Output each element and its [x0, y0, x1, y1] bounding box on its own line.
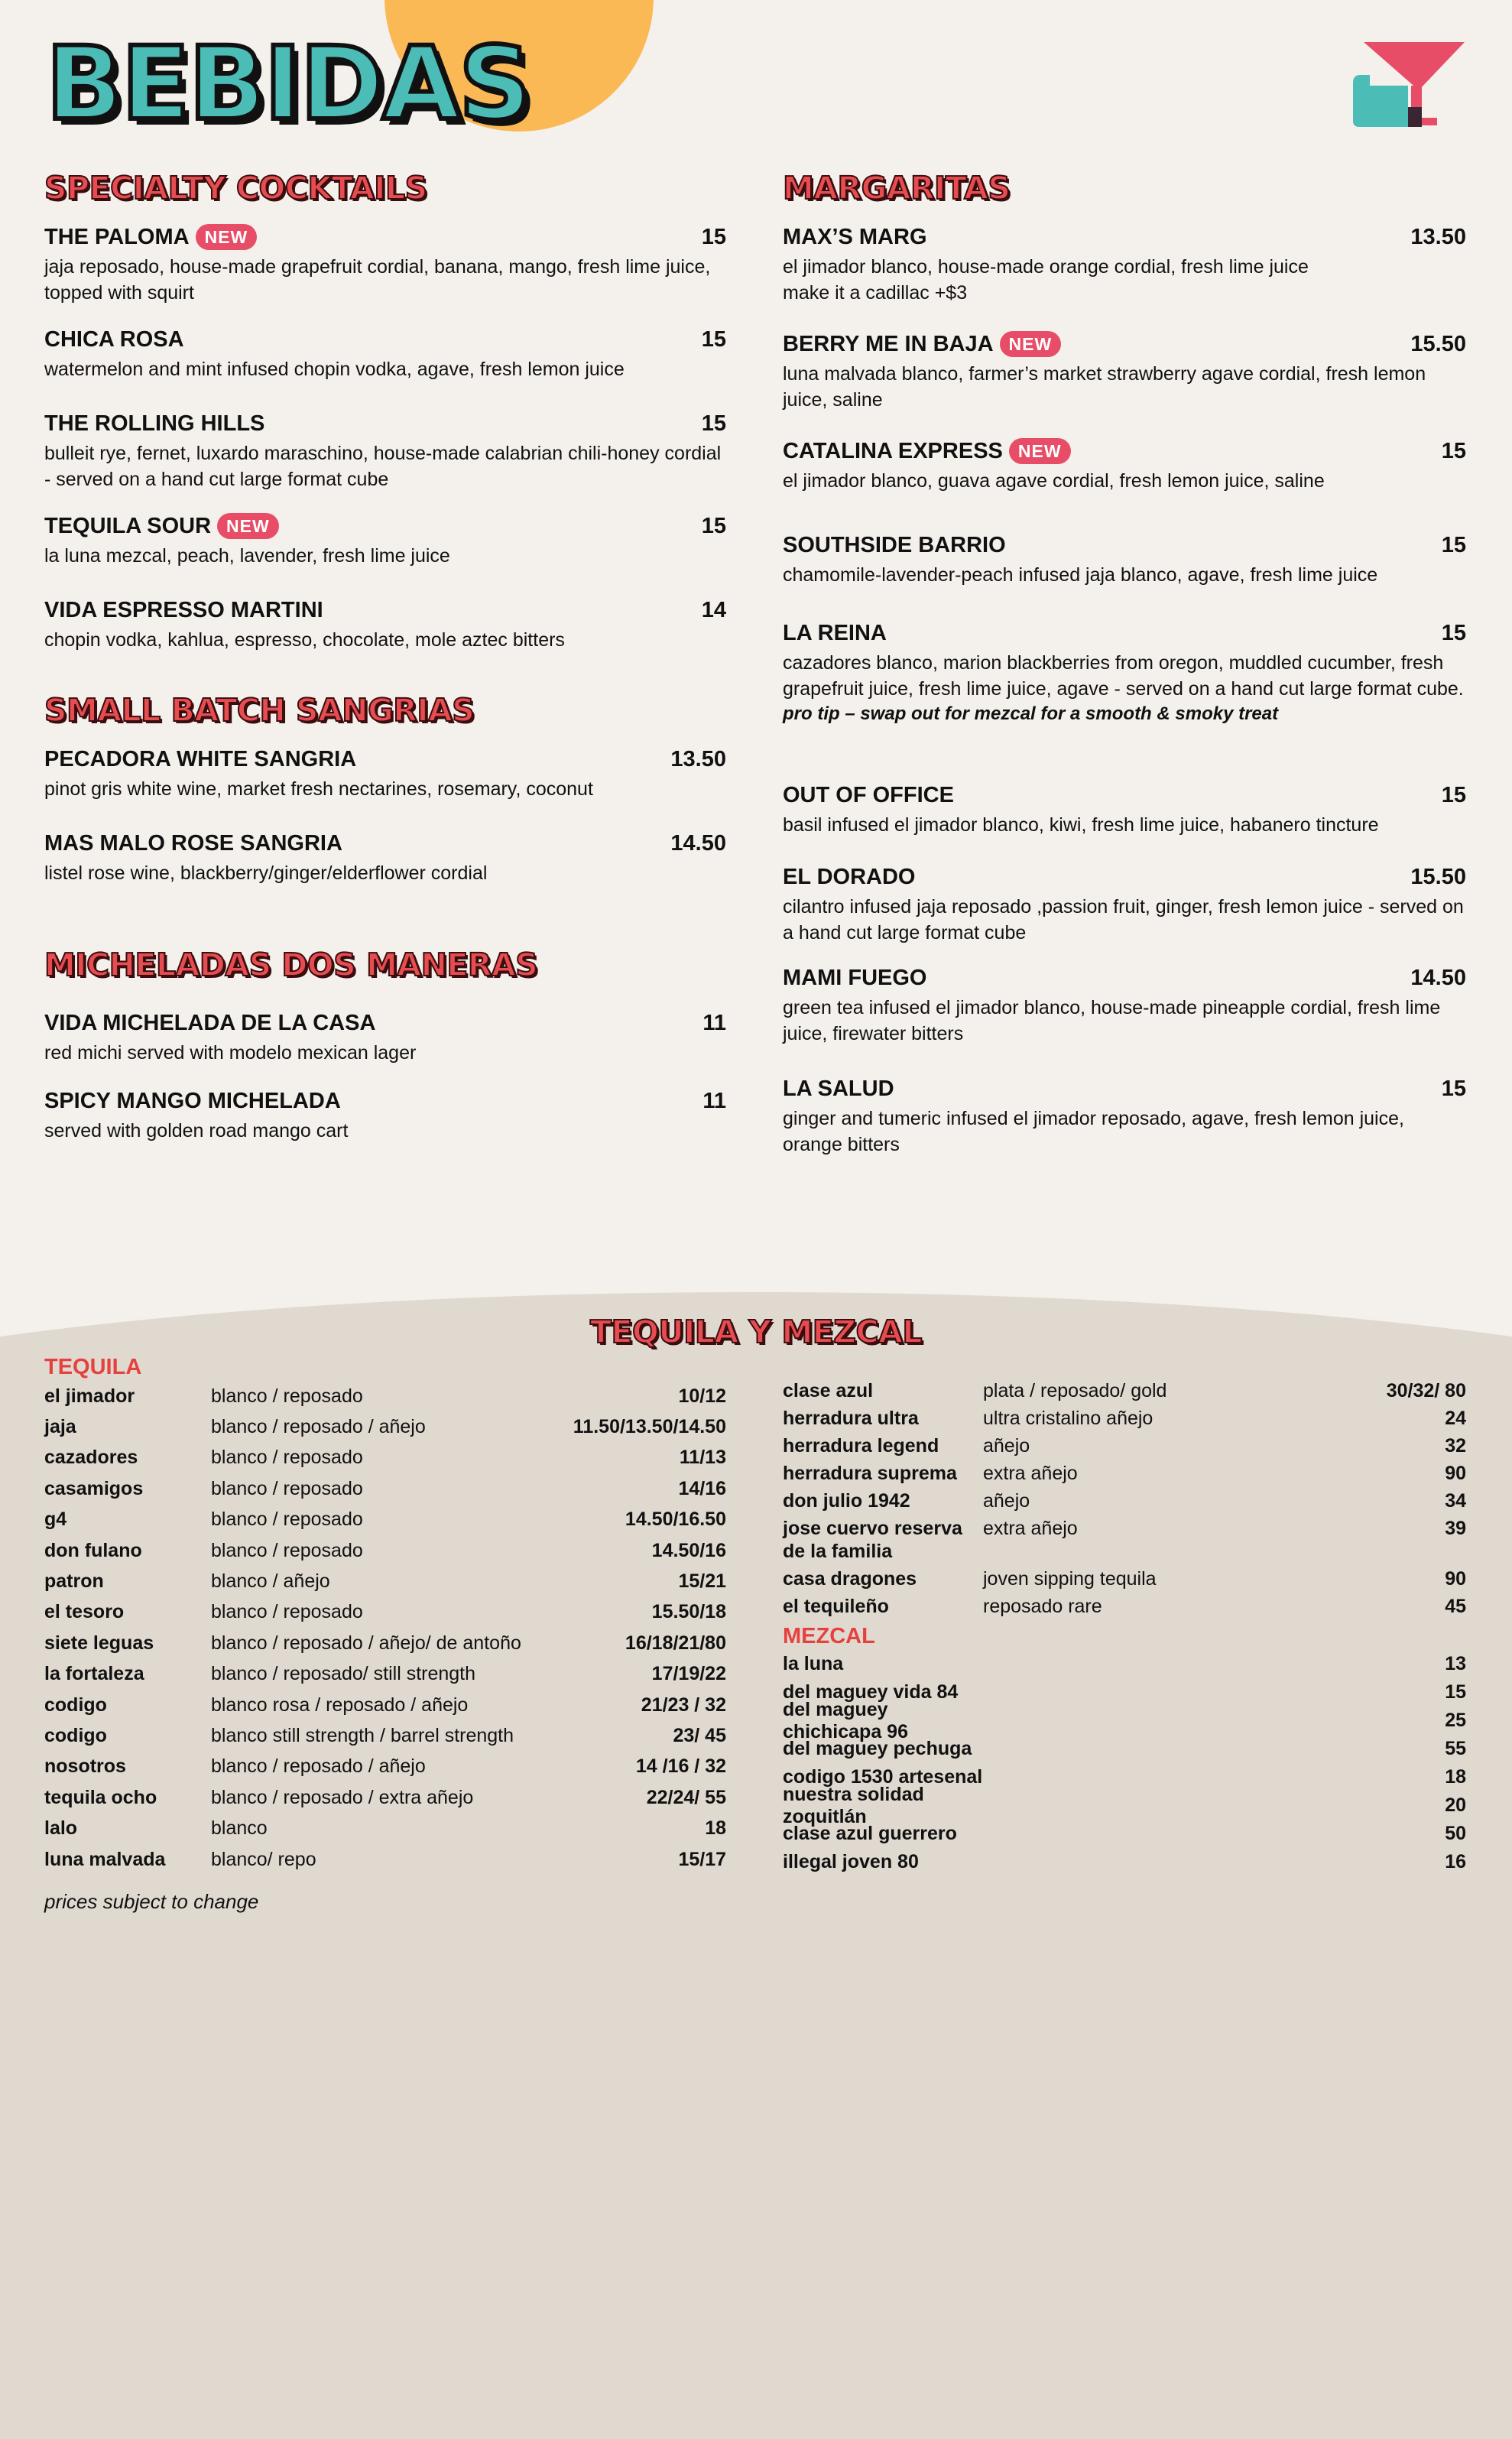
spirit-name: del maguey chichicapa 96 [783, 1698, 908, 1742]
item-description: cilantro infused jaja reposado ,passion fruit, ginger, fresh lemon juice - served on a hand cut large format cube [783, 896, 1464, 943]
spirit-price: 14.50/16.50 [625, 1509, 726, 1531]
item-price: 15 [701, 326, 726, 352]
spirit-price: 14/16 [678, 1477, 726, 1499]
spirit-row [783, 1783, 1466, 1827]
pro-tip-note: pro tip – swap out for mezcal for a smooth & smoky treat [783, 703, 1279, 724]
spirit-row [44, 1813, 726, 1843]
spirit-price: 55 [1445, 1738, 1466, 1759]
item-price: 15 [1441, 532, 1466, 557]
item-description: cazadores blanco, marion blackberries from oregon, muddled cucumber, fresh grapefruit juice, fresh lime juice, agave - served on a hand cut large format cube. [783, 652, 1464, 700]
menu-item [44, 407, 726, 509]
item-name: BERRY ME IN BAJA [783, 331, 994, 356]
menu-item [783, 220, 1466, 327]
spirit-row [783, 1434, 1466, 1462]
item-name: EL DORADO [783, 864, 916, 889]
item-price: 14.50 [670, 830, 726, 856]
menu-item [44, 827, 726, 888]
margaritas-section [783, 168, 1466, 1155]
menu-item [44, 220, 726, 323]
spirit-name: luna malvada [44, 1848, 166, 1870]
tequila-right-list [783, 1379, 1466, 1876]
item-price: 14 [701, 597, 726, 622]
item-price: 15 [1441, 438, 1466, 463]
spirit-row [44, 1535, 726, 1566]
spirit-price: 16 [1445, 1851, 1466, 1872]
spirit-row [783, 1595, 1466, 1622]
spirit-type: ultra cristalino añejo [983, 1408, 1153, 1429]
item-price: 15.50 [1410, 331, 1466, 356]
spirit-price: 90 [1445, 1463, 1466, 1484]
item-name: MAMI FUEGO [783, 965, 927, 990]
spirit-name: el jimador [44, 1385, 135, 1407]
spirit-price: 11/13 [679, 1447, 726, 1469]
item-description: chamomile-lavender-peach infused jaja blanco, agave, fresh lime juice [783, 564, 1378, 586]
spirit-row [44, 1628, 726, 1658]
spirit-name: clase azul [783, 1380, 874, 1401]
spirit-price: 15/21 [678, 1570, 726, 1593]
item-name: THE ROLLING HILLS [44, 411, 265, 436]
menu-item [44, 509, 726, 593]
spirit-row [44, 1566, 726, 1596]
spirit-price: 18 [1445, 1766, 1466, 1788]
spirit-price: 23/ 45 [673, 1724, 726, 1746]
spirit-type: blanco / reposado / añejo [211, 1416, 426, 1438]
spirit-name: siete leguas [44, 1632, 154, 1654]
spirit-row [783, 1698, 1466, 1742]
spirit-price: 25 [1445, 1710, 1466, 1731]
spirit-name: nosotros [44, 1755, 126, 1778]
tequila-right-rows [783, 1379, 1466, 1622]
item-name: LA SALUD [783, 1076, 894, 1101]
new-badge: NEW [1000, 331, 1062, 357]
spirit-price: 14.50/16 [651, 1539, 726, 1561]
item-name: CATALINA EXPRESS [783, 438, 1003, 463]
spirit-name: la luna [783, 1653, 844, 1674]
spirit-row [44, 1752, 726, 1782]
item-description: la luna mezcal, peach, lavender, fresh lime juice [44, 545, 450, 567]
spirit-row [44, 1844, 726, 1875]
spirit-price: 39 [1445, 1518, 1466, 1539]
specialty-cocktails-section [44, 168, 726, 654]
spirit-row [783, 1407, 1466, 1434]
spirit-name: don fulano [44, 1539, 142, 1561]
spirit-name: jose cuervo reserva de la familia [783, 1518, 962, 1562]
spirit-price: 14 /16 / 32 [635, 1755, 726, 1778]
spirit-type: blanco / reposado / añejo [211, 1755, 426, 1778]
spirit-name: cazadores [44, 1447, 138, 1469]
item-description: bulleit rye, fernet, luxardo maraschino, house-made calabrian chili-honey cordial - served on a hand cut large format cube [44, 443, 722, 490]
spirit-row [783, 1735, 1466, 1763]
item-name: LA REINA [783, 620, 887, 645]
page-title: BEBIDAS [46, 25, 530, 143]
spirit-type: añejo [983, 1490, 1030, 1512]
spirit-name: del maguey pechuga [783, 1738, 972, 1759]
item-price: 15.50 [1410, 864, 1466, 889]
spirit-type: blanco [211, 1817, 268, 1840]
item-description: ginger and tumeric infused el jimador reposado, agave, fresh lemon juice, orange bitters [783, 1108, 1404, 1155]
spirit-row [783, 1517, 1466, 1567]
item-description: el jimador blanco, house-made orange cordial, fresh lime juice [783, 256, 1309, 278]
menu-item [44, 742, 726, 827]
item-price: 14.50 [1410, 965, 1466, 990]
spirit-row [44, 1443, 726, 1473]
spirit-price: 50 [1445, 1823, 1466, 1844]
spirit-name: nuestra solidad zoquitlán [783, 1783, 924, 1827]
spirit-name: illegal joven 80 [783, 1851, 919, 1872]
spirit-row [783, 1567, 1466, 1595]
item-price: 11 [702, 1010, 726, 1035]
spirit-price: 34 [1445, 1490, 1466, 1512]
menu-item [783, 1072, 1466, 1155]
sangrias-section [44, 690, 726, 888]
spirit-price: 22/24/ 55 [646, 1786, 726, 1808]
spirit-name: casamigos [44, 1477, 144, 1499]
spirit-row [783, 1820, 1466, 1848]
item-price: 15 [701, 513, 726, 538]
item-price: 15 [701, 411, 726, 436]
spirit-type: extra añejo [983, 1463, 1078, 1484]
spirit-type: blanco/ repo [211, 1848, 316, 1870]
item-description: pinot gris white wine, market fresh nectarines, rosemary, coconut [44, 778, 593, 800]
spirit-name: patron [44, 1570, 104, 1593]
spirit-type: blanco / reposado / añejo/ de antoño [211, 1632, 521, 1654]
item-name: MAS MALO ROSE SANGRIA [44, 830, 342, 856]
menu-item [783, 778, 1466, 860]
tequila-left-list [44, 1353, 726, 1875]
item-description: el jimador blanco, guava agave cordial, fresh lemon juice, saline [783, 470, 1325, 492]
spirit-type: blanco rosa / reposado / añejo [211, 1694, 469, 1716]
spirit-type: blanco / reposado [211, 1385, 363, 1407]
spirit-type: blanco still strength / barrel strength [211, 1724, 514, 1746]
spirit-name: lalo [44, 1817, 78, 1840]
spirit-row [44, 1473, 726, 1504]
tequila-left-rows [44, 1381, 726, 1875]
item-description: chopin vodka, kahlua, espresso, chocolate, mole aztec bitters [44, 629, 565, 651]
spirit-row [783, 1650, 1466, 1678]
item-description: red michi served with modelo mexican lager [44, 1042, 417, 1064]
item-name: VIDA MICHELADA DE LA CASA [44, 1010, 376, 1035]
spirit-type: blanco / reposado [211, 1509, 363, 1531]
item-description: jaja reposado, house-made grapefruit cordial, banana, mango, fresh lime juice, topped with squirt [44, 256, 711, 304]
spirit-type: blanco / reposado/ still strength [211, 1663, 476, 1685]
spirit-name: codigo [44, 1694, 107, 1716]
spirit-row [44, 1505, 726, 1535]
spirit-name: g4 [44, 1509, 67, 1531]
new-badge: NEW [196, 224, 258, 250]
spirit-name: herradura suprema [783, 1463, 957, 1484]
spirit-name: el tequileño [783, 1596, 889, 1617]
item-price: 15 [1441, 620, 1466, 645]
spirit-name: tequila ocho [44, 1786, 157, 1808]
spirit-row [44, 1597, 726, 1628]
spirit-price: 24 [1445, 1408, 1466, 1429]
spirit-type: plata / reposado/ gold [983, 1380, 1167, 1401]
mezcal-subheading: MEZCAL [783, 1624, 875, 1648]
tequila-mezcal-title: TEQUILA Y MEZCAL [590, 1314, 922, 1350]
item-description: served with golden road mango cart [44, 1120, 349, 1142]
new-badge: NEW [1009, 438, 1071, 464]
spirit-row [44, 1411, 726, 1442]
item-description: green tea infused el jimador blanco, house-made pineapple cordial, fresh lime juice, firewater bitters [783, 997, 1441, 1044]
menu-item [44, 1084, 726, 1145]
spirit-price: 18 [705, 1817, 726, 1840]
spirit-price: 45 [1445, 1596, 1466, 1617]
menu-item [44, 593, 726, 654]
cocktail-glass-icon [1353, 38, 1468, 130]
spirit-type: extra añejo [983, 1518, 1078, 1539]
item-name: SPICY MANGO MICHELADA [44, 1088, 341, 1113]
item-upgrade-note: make it a cadillac +$3 [783, 282, 968, 304]
spirit-name: del maguey vida 84 [783, 1681, 959, 1703]
spirit-name: herradura legend [783, 1435, 939, 1457]
spirit-price: 13 [1445, 1653, 1466, 1674]
spirit-type: blanco / reposado [211, 1477, 363, 1499]
spirit-name: el tesoro [44, 1601, 125, 1623]
section-title: MICHELADAS DOS MANERAS [44, 947, 538, 983]
spirit-name: herradura ultra [783, 1408, 919, 1429]
item-price: 15 [1441, 782, 1466, 807]
spirit-name: la fortaleza [44, 1663, 144, 1685]
spirit-name: codigo [44, 1724, 107, 1746]
spirit-price: 10/12 [678, 1385, 726, 1407]
item-description: luna malvada blanco, farmer’s market strawberry agave cordial, fresh lemon juice, saline [783, 363, 1426, 411]
item-price: 11 [702, 1088, 726, 1113]
section-title: SPECIALTY COCKTAILS [44, 170, 427, 206]
item-name: MAX’S MARG [783, 224, 927, 249]
spirit-price: 17/19/22 [651, 1663, 726, 1685]
item-description: basil infused el jimador blanco, kiwi, fresh lime juice, habanero tincture [783, 814, 1379, 836]
spirit-price: 15.50/18 [651, 1601, 726, 1623]
spirit-type: blanco / añejo [211, 1570, 330, 1593]
spirit-row [783, 1462, 1466, 1489]
menu-item [783, 528, 1466, 616]
menu-item [44, 323, 726, 407]
item-price: 15 [1441, 1076, 1466, 1101]
spirit-row [44, 1381, 726, 1411]
spirit-row [44, 1659, 726, 1690]
item-price: 15 [701, 224, 726, 249]
item-description: watermelon and mint infused chopin vodka, agave, fresh lemon juice [44, 359, 625, 380]
new-badge: NEW [217, 513, 279, 539]
spirit-price: 30/32/ 80 [1386, 1380, 1466, 1401]
spirit-row [783, 1489, 1466, 1517]
spirit-row [44, 1720, 726, 1751]
spirit-price: 21/23 / 32 [641, 1694, 726, 1716]
prices-footnote: prices subject to change [44, 1890, 259, 1913]
item-description: listel rose wine, blackberry/ginger/elderflower cordial [44, 862, 488, 884]
menu-item [783, 860, 1466, 961]
menu-item [783, 327, 1466, 434]
item-price: 13.50 [670, 746, 726, 771]
menu-item [44, 1006, 726, 1084]
spirit-price: 90 [1445, 1568, 1466, 1590]
spirit-name: casa dragones [783, 1568, 917, 1590]
spirit-row [783, 1379, 1466, 1407]
spirit-type: blanco / reposado [211, 1447, 363, 1469]
spirit-price: 11.50/13.50/14.50 [573, 1416, 726, 1438]
spirit-type: blanco / reposado / extra añejo [211, 1786, 474, 1808]
tequila-subheading: TEQUILA [44, 1355, 142, 1379]
spirit-row [783, 1848, 1466, 1876]
spirit-row [44, 1690, 726, 1720]
spirit-price: 15/17 [678, 1848, 726, 1870]
spirit-price: 32 [1445, 1435, 1466, 1457]
spirit-name: clase azul guerrero [783, 1823, 957, 1844]
spirit-type: añejo [983, 1435, 1030, 1457]
spirit-price: 20 [1445, 1794, 1466, 1816]
item-name: OUT OF OFFICE [783, 782, 954, 807]
item-name: CHICA ROSA [44, 326, 184, 352]
menu-item [783, 961, 1466, 1072]
spirit-price: 15 [1445, 1681, 1466, 1703]
spirit-name: codigo 1530 artesenal [783, 1766, 983, 1788]
section-title: MARGARITAS [783, 170, 1011, 206]
spirit-type: blanco / reposado [211, 1601, 363, 1623]
item-name: VIDA ESPRESSO MARTINI [44, 597, 323, 622]
spirit-name: jaja [44, 1416, 76, 1438]
micheladas-section [44, 945, 726, 1145]
item-price: 13.50 [1410, 224, 1466, 249]
item-name: TEQUILA SOUR [44, 513, 212, 538]
menu-item [783, 616, 1466, 778]
mezcal-rows [783, 1650, 1466, 1876]
section-title: SMALL BATCH SANGRIAS [44, 692, 475, 729]
spirit-type: reposado rare [983, 1596, 1102, 1617]
spirit-row [44, 1782, 726, 1813]
spirit-type: joven sipping tequila [983, 1568, 1157, 1590]
item-name: SOUTHSIDE BARRIO [783, 532, 1006, 557]
spirit-type: blanco / reposado [211, 1539, 363, 1561]
spirit-name: don julio 1942 [783, 1490, 910, 1512]
item-name: THE PALOMA [44, 224, 190, 249]
item-name: PECADORA WHITE SANGRIA [44, 746, 357, 771]
menu-item [783, 434, 1466, 528]
spirit-price: 16/18/21/80 [625, 1632, 726, 1654]
